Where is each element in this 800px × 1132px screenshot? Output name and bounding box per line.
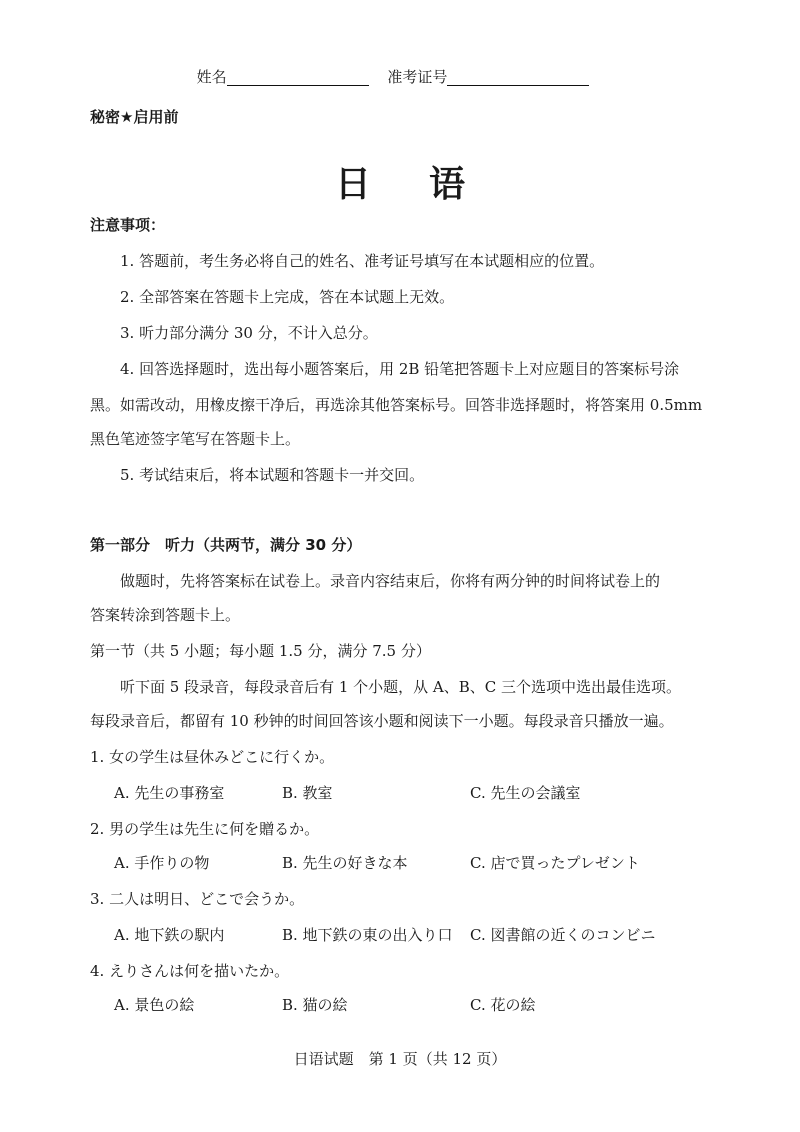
option-c: C. 図書館の近くのコンビニ [470, 926, 656, 944]
part1-intro: 答案转涂到答题卡上。 [90, 606, 241, 624]
name-label: 姓名 [196, 68, 227, 86]
question-text: 1. 女の学生は昼休みどこに行くか。 [90, 748, 335, 766]
section1-instructions: 听下面 5 段录音，每段录音后有 1 个小题，从 A、B、C 三个选项中选出最佳选项。 [120, 678, 682, 696]
name-blank [227, 85, 369, 86]
part1-intro: 做题时，先将答案标在试卷上。录音内容结束后，你将有两分钟的时间将试卷上的 [120, 572, 661, 590]
part1-heading: 第一部分 听力（共两节，满分 30 分） [90, 536, 362, 554]
notice-item: 黑。如需改动，用橡皮擦干净后，再选涂其他答案标号。回答非选择题时，将答案用 0.5mm [90, 396, 703, 414]
notice-item: 4. 回答选择题时，选出每小题答案后，用 2B 铅笔把答题卡上对应题目的答案标号涂 [120, 360, 680, 378]
option-c: C. 店で買ったプレゼント [470, 854, 640, 872]
option-b: B. 猫の絵 [282, 996, 348, 1014]
page-title: 日语 [334, 163, 523, 205]
secret-mark: 秘密★启用前 [90, 108, 179, 126]
option-c: C. 先生の会議室 [470, 784, 581, 802]
section1-heading: 第一节（共 5 小题；每小题 1.5 分，满分 7.5 分） [90, 642, 431, 660]
notice-item: 黑色笔迹签字笔写在答题卡上。 [90, 430, 301, 448]
notice-item: 5. 考试结束后，将本试题和答题卡一并交回。 [120, 466, 425, 484]
question-text: 4. えりさんは何を描いたか。 [90, 962, 290, 980]
option-b: B. 先生の好きな本 [282, 854, 408, 872]
candidate-info-line [0, 66, 800, 87]
option-a: A. 手作りの物 [114, 854, 210, 872]
notice-item: 2. 全部答案在答题卡上完成，答在本试题上无效。 [120, 288, 455, 306]
option-b: B. 教室 [282, 784, 333, 802]
notice-item: 1. 答题前，考生务必将自己的姓名、准考证号填写在本试题相应的位置。 [120, 252, 605, 270]
notice-item: 3. 听力部分满分 30 分，不计入总分。 [120, 324, 378, 342]
option-a: A. 先生の事務室 [114, 784, 225, 802]
option-a: A. 景色の絵 [114, 996, 195, 1014]
option-a: A. 地下鉄の駅内 [114, 926, 225, 944]
page-footer: 日语试题 第 1 页（共 12 页） [293, 1050, 507, 1068]
option-b: B. 地下鉄の東の出入り口 [282, 926, 453, 944]
notice-heading: 注意事项： [90, 216, 166, 234]
exam-id-blank [447, 85, 589, 86]
question-text: 3. 二人は明日、どこで会うか。 [90, 890, 305, 908]
section1-instructions: 每段录音后，都留有 10 秒钟的时间回答该小题和阅读下一小题。每段录音只播放一遍。 [90, 712, 674, 730]
option-c: C. 花の絵 [470, 996, 536, 1014]
exam-id-label: 准考证号 [387, 68, 448, 86]
question-text: 2. 男の学生は先生に何を贈るか。 [90, 820, 320, 838]
